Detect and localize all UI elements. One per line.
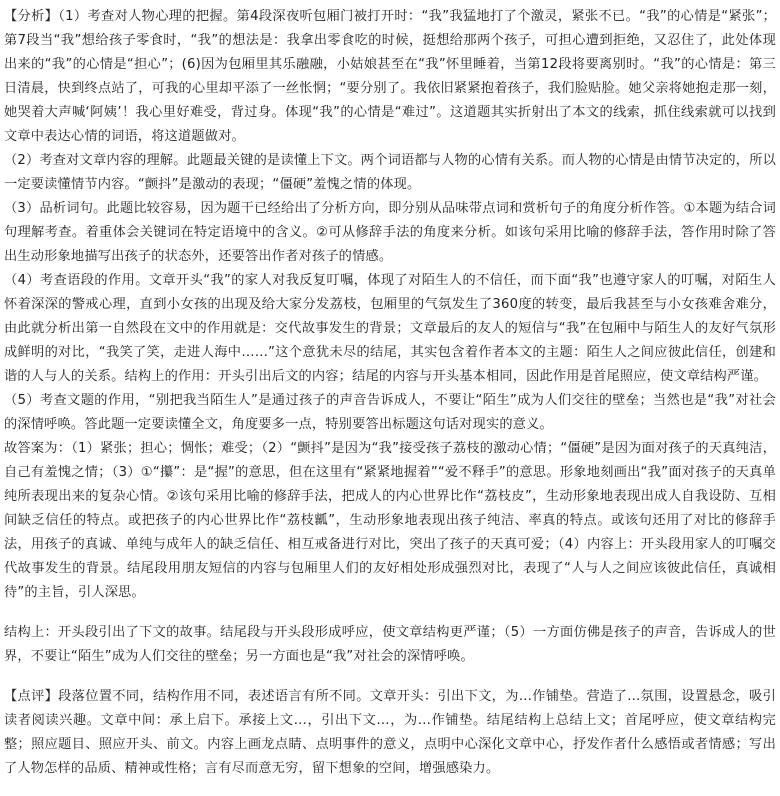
analysis-paragraph-3: （3）品析词句。此题比较容易，因为题干已经给出了分析方向，即分别从品味带点词和赏析句子的角度分析作答。①本题为结合词句理解考查。着重体会关键词在特定语境中的含义。②可从修辞手法的角度来分析。如该句采用比喻的修辞手法，答作用时除了答出生动形象地描写出孩子的状态外，还要答出作者对孩子的情感。 <box>4 201 776 264</box>
analysis-paragraph-2: （2）考查对文章内容的理解。此题最关键的是读懂上下文。两个词语都与人物的心情有关系。而人物的心情是由情节决定的，所以一定要读懂情节内容。“颤抖”是激动的表现；“僵硬”羞愧之情的体现。 <box>4 153 776 192</box>
analysis-paragraph-1: 【分析】（1）考查对人物心理的把握。第4段深夜听包厢门被打开时：“我”我猛地打了个激灵，紧张不已。“我”的心情是“紧张”；第7段当“我”想给孩子零食时，“我”的想法是：我拿出零食吃的时候，挺想给那两个孩子，可担心遭到拒绝，又忍住了，此处体现出来的“我”的心情是“担心”；(6)因为包厢里其乐融融，小姑娘甚至在“我”怀里睡着，当第12段将要离别时。“我”的心情是：第三日清晨，快到终点站了，可我的心里却平添了一丝怅惘；“要分别了。我依旧紧紧抱着孩子，我们脸贴脸。她父亲将她抱走那一刻，她哭着大声喊‘阿姨’！我心里好难受，背过身。体现“我”的心情是“难过”。这道题其实折射出了本文的线索，抓住线索就可以找到文章中表达心情的词语，将这道题做对。 <box>4 9 776 144</box>
answer-paragraph: 故答案为：（1）紧张；担心；惆怅；难受；（2）“颤抖”是因为“我”接受孩子荔枝的激动心情；“僵硬”是因为面对孩子的天真纯洁，自己有羞愧之情；（3）①“攥”：是“握”的意思，但在这里有“紧紧地握着”“爱不释手”的意思。形象地刻画出“我”面对孩子的天真单纯所表现出来的复杂心情。②该句采用比喻的修辞手法，把成人的内心世界比作“荔枝皮”，生动形象地表现出成人自我设防、互相间缺乏信任的特点。或把孩子的内心世界比作“荔枝瓤”，生动形象地表现出孩子纯洁、率真的特点。或该句还用了对比的修辞手法，用孩子的真诚、单纯与成年人的缺乏信任、相互戒备进行对比，突出了孩子的天真可爱；（4）内容上：开头段用家人的叮嘱交代故事发生的背景。结尾段用朋友短信的内容与包厢里人们的友好相处形成强烈对比，表现了“人与人之间应该彼此信任，真诚相待”的主旨，引人深思。 <box>4 441 776 600</box>
analysis-paragraph-4: （4）考查语段的作用。文章开头“我”的家人对我反复叮嘱，体现了对陌生人的不信任，而下面“我”也遵守家人的叮嘱，对陌生人怀着深深的警戒心理，直到小女孩的出现及给大家分发荔枝，包厢里的气氛发生了360度的转变，最后我甚至与小女孩难舍难分，由此就分析出第一自然段在文中的作用就是：交代故事发生的背景；文章最后的友人的短信与“我”在包厢中与陌生人的友好气氛形成鲜明的对比，“我笑了笑，走进人海中……”这个意犹未尽的结尾，其实包含着作者本文的主题：陌生人之间应彼此信任，创建和谐的人与人的关系。结构上的作用：开头引出后文的内容；结尾的内容与开头基本相同，因此作用是首尾照应，使文章结构严谨。 <box>4 273 776 384</box>
analysis-paragraph-5: （5）考查文题的作用，“别把我当陌生人”是通过孩子的声音告诉成人，不要让“陌生”成为人们交往的壁垒；当然也是“我”对社会的深情呼唤。答此题一定要读懂全文，角度要多一点，特别要答出标题这句话对现实的意义。 <box>4 393 776 432</box>
comment-paragraph: 【点评】段落位置不同，结构作用不同，表述语言有所不同。文章开头：引出下文，为…作铺垫。营造了…氛围，设置悬念，吸引读者阅读兴趣。文章中间：承上启下。承接上文…，引出下文…，为…作铺垫。结尾结构上总结上文；首尾呼应，使文章结构完整；照应题目、照应开头、前文。内容上画龙点睛、点明事件的意义，点明中心深化文章中心，抒发作者什么感悟或者情感；写出了人物怎样的品质、精神或性格；言有尽而意无穷，留下想象的空间，增强感染力。 <box>4 689 776 776</box>
structure-paragraph: 结构上：开头段引出了下文的故事。结尾段与开头段形成呼应，使文章结构更严谨；（5）一方面仿佛是孩子的声音，告诉成人的世界，不要让“陌生”成为人们交往的壁垒；另一方面也是“我”对社会的深情呼唤。 <box>4 625 776 664</box>
